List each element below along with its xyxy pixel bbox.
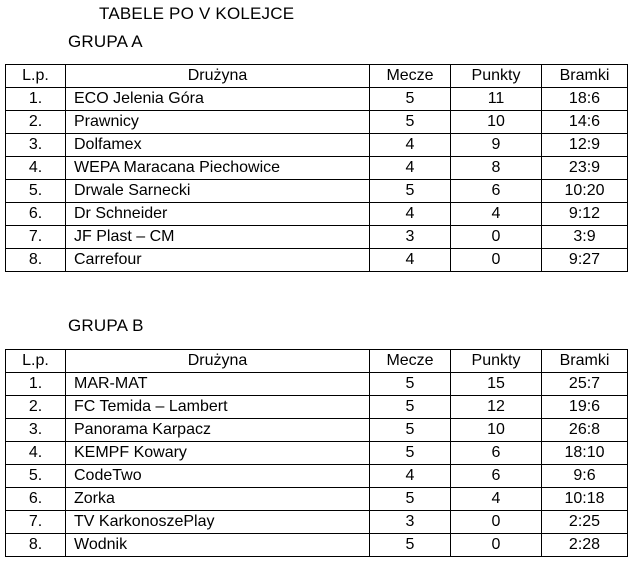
header-lp: L.p.: [6, 350, 66, 373]
table-header-row: [6, 65, 628, 88]
cell-lp: 4.: [6, 442, 66, 465]
cell-points: 10: [451, 419, 542, 442]
table-row: [6, 396, 628, 419]
cell-goals: 18:10: [542, 442, 628, 465]
table-header-row: [6, 350, 628, 373]
table-row: [6, 488, 628, 511]
document-title: TABELE PO V KOLEJCE: [99, 4, 295, 23]
cell-points: 11: [451, 88, 542, 111]
cell-matches: 5: [370, 419, 451, 442]
cell-matches: 4: [370, 249, 451, 272]
header-goals: Bramki: [542, 350, 628, 373]
group-a-standings-table: [5, 64, 628, 272]
cell-matches: 5: [370, 111, 451, 134]
cell-matches: 5: [370, 534, 451, 557]
cell-matches: 5: [370, 88, 451, 111]
table-row: [6, 419, 628, 442]
cell-lp: 8.: [6, 534, 66, 557]
table-row: [6, 180, 628, 203]
header-matches: Mecze: [370, 350, 451, 373]
cell-goals: 2:28: [542, 534, 628, 557]
cell-lp: 6.: [6, 488, 66, 511]
cell-lp: 7.: [6, 226, 66, 249]
table-row: [6, 157, 628, 180]
cell-points: 10: [451, 111, 542, 134]
cell-lp: 1.: [6, 373, 66, 396]
cell-lp: 3.: [6, 419, 66, 442]
cell-team: WEPA Maracana Piechowice: [66, 157, 370, 180]
cell-matches: 4: [370, 134, 451, 157]
cell-team: Carrefour: [66, 249, 370, 272]
cell-team: JF Plast – CM: [66, 226, 370, 249]
cell-team: KEMPF Kowary: [66, 442, 370, 465]
header-team: Drużyna: [66, 65, 370, 88]
cell-points: 0: [451, 226, 542, 249]
header-points: Punkty: [451, 65, 542, 88]
group-b-title: GRUPA B: [68, 316, 144, 335]
cell-team: Panorama Karpacz: [66, 419, 370, 442]
cell-lp: 8.: [6, 249, 66, 272]
cell-team: Zorka: [66, 488, 370, 511]
cell-matches: 5: [370, 488, 451, 511]
cell-goals: 25:7: [542, 373, 628, 396]
cell-goals: 9:6: [542, 465, 628, 488]
cell-team: TV KarkonoszePlay: [66, 511, 370, 534]
table-row: [6, 373, 628, 396]
table-row: [6, 465, 628, 488]
table-row: [6, 88, 628, 111]
cell-goals: 26:8: [542, 419, 628, 442]
table-row: [6, 203, 628, 226]
cell-matches: 3: [370, 511, 451, 534]
cell-lp: 2.: [6, 111, 66, 134]
table-row: [6, 442, 628, 465]
cell-lp: 2.: [6, 396, 66, 419]
cell-team: FC Temida – Lambert: [66, 396, 370, 419]
cell-team: ECO Jelenia Góra: [66, 88, 370, 111]
cell-lp: 3.: [6, 134, 66, 157]
cell-team: Drwale Sarnecki: [66, 180, 370, 203]
cell-goals: 18:6: [542, 88, 628, 111]
cell-team: Dolfamex: [66, 134, 370, 157]
cell-points: 9: [451, 134, 542, 157]
header-team: Drużyna: [66, 350, 370, 373]
cell-goals: 19:6: [542, 396, 628, 419]
cell-goals: 23:9: [542, 157, 628, 180]
cell-lp: 4.: [6, 157, 66, 180]
cell-matches: 5: [370, 442, 451, 465]
cell-points: 6: [451, 465, 542, 488]
cell-matches: 5: [370, 180, 451, 203]
cell-team: MAR-MAT: [66, 373, 370, 396]
cell-goals: 14:6: [542, 111, 628, 134]
cell-matches: 5: [370, 396, 451, 419]
cell-matches: 4: [370, 157, 451, 180]
cell-lp: 7.: [6, 511, 66, 534]
cell-points: 4: [451, 488, 542, 511]
cell-matches: 5: [370, 373, 451, 396]
cell-points: 4: [451, 203, 542, 226]
header-goals: Bramki: [542, 65, 628, 88]
cell-matches: 3: [370, 226, 451, 249]
cell-team: CodeTwo: [66, 465, 370, 488]
group-b-standings-table: [5, 349, 628, 557]
table-row: [6, 134, 628, 157]
table-row: [6, 249, 628, 272]
cell-points: 6: [451, 180, 542, 203]
header-matches: Mecze: [370, 65, 451, 88]
cell-lp: 6.: [6, 203, 66, 226]
cell-goals: 9:27: [542, 249, 628, 272]
header-lp: L.p.: [6, 65, 66, 88]
cell-points: 12: [451, 396, 542, 419]
cell-matches: 4: [370, 465, 451, 488]
group-a-title: GRUPA A: [68, 32, 143, 51]
cell-team: Prawnicy: [66, 111, 370, 134]
cell-lp: 1.: [6, 88, 66, 111]
cell-points: 0: [451, 249, 542, 272]
cell-goals: 12:9: [542, 134, 628, 157]
cell-goals: 9:12: [542, 203, 628, 226]
cell-goals: 10:20: [542, 180, 628, 203]
cell-goals: 10:18: [542, 488, 628, 511]
cell-matches: 4: [370, 203, 451, 226]
cell-goals: 3:9: [542, 226, 628, 249]
cell-team: Dr Schneider: [66, 203, 370, 226]
table-row: [6, 534, 628, 557]
cell-points: 0: [451, 534, 542, 557]
table-row: [6, 111, 628, 134]
cell-points: 15: [451, 373, 542, 396]
table-row: [6, 511, 628, 534]
cell-lp: 5.: [6, 465, 66, 488]
cell-points: 6: [451, 442, 542, 465]
cell-goals: 2:25: [542, 511, 628, 534]
cell-points: 0: [451, 511, 542, 534]
header-points: Punkty: [451, 350, 542, 373]
table-row: [6, 226, 628, 249]
cell-points: 8: [451, 157, 542, 180]
cell-team: Wodnik: [66, 534, 370, 557]
cell-lp: 5.: [6, 180, 66, 203]
